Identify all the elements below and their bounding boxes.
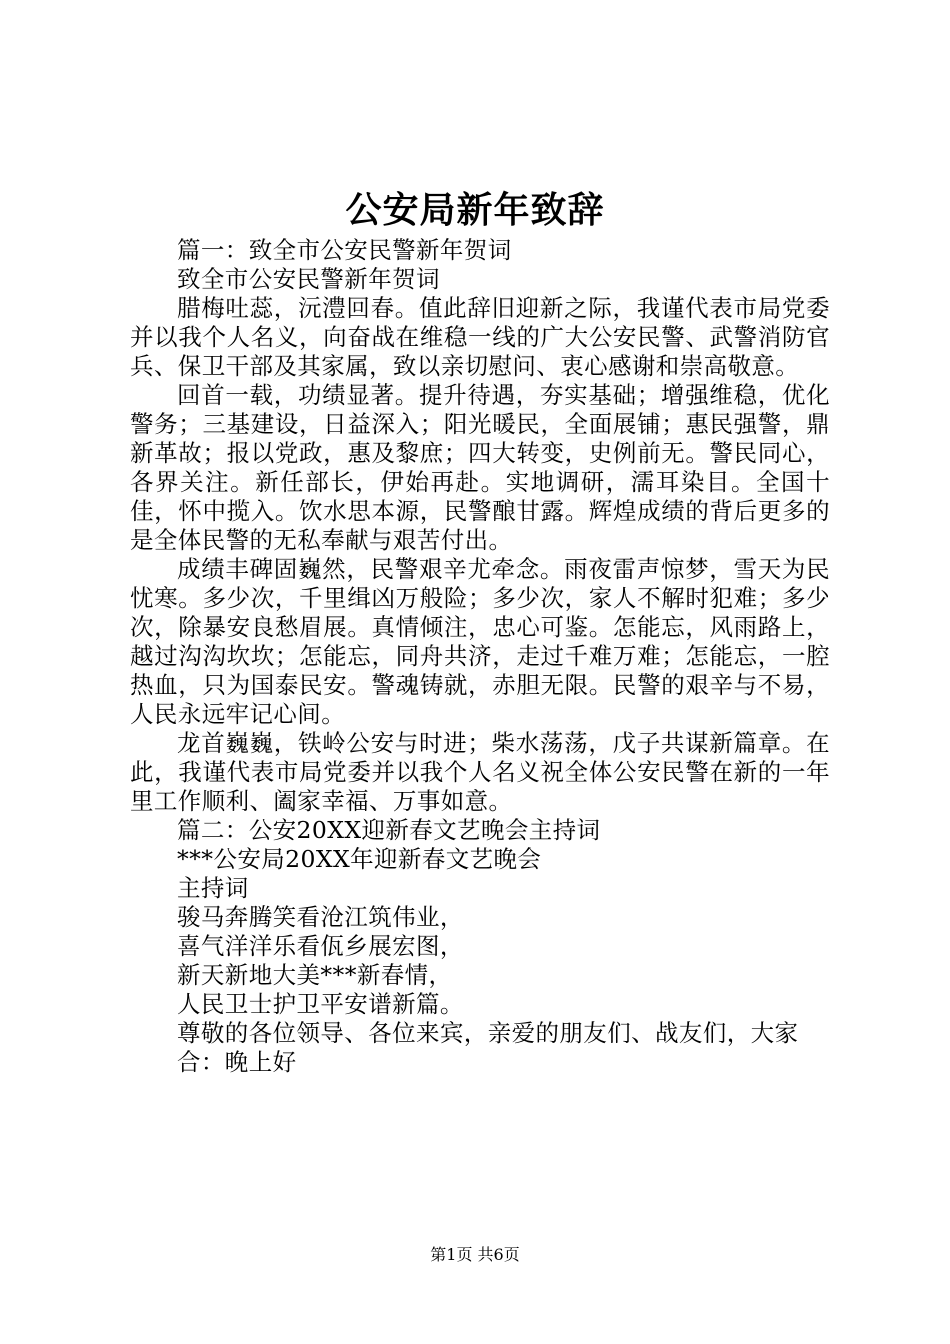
document-title: 公安局新年致辞 — [345, 189, 605, 231]
document-body — [130, 236, 830, 1077]
paragraph: 成绩丰碑固巍然，民警艰辛尤牵念。雨夜雷声惊梦，雪天为民忧寒。多少次，千里缉凶万般险；多少次，家人不解时犯难；多少次，除暴安良愁眉展。真情倾注，忠心可鉴。怎能忘，风雨路上，越过沟沟坎坎；怎能忘，同舟共济，走过千难万难；怎能忘，一腔热血，只为国泰民安。警魂铸就，赤胆无限。民警的艰辛与不易，人民永远牢记心间。 — [130, 555, 830, 728]
verse-line: 骏马奔腾笑看沧江筑伟业， — [177, 903, 464, 931]
paragraph: 尊敬的各位领导、各位来宾，亲爱的朋友们、战友们，大家 — [177, 1019, 799, 1047]
subheading: ***公安局20XX年迎新春文艺晚会 — [177, 845, 542, 873]
paragraph: 合：晚上好 — [177, 1048, 297, 1076]
verse-line: 喜气洋洋乐看佤乡展宏图， — [177, 932, 464, 960]
paragraph: 腊梅吐蕊，沅澧回春。值此辞旧迎新之际，我谨代表市局党委并以我个人名义，向奋战在维稳一线的广大公安民警、武警消防官兵、保卫干部及其家属，致以亲切慰问、衷心感谢和崇高敬意。 — [130, 294, 830, 380]
subheading: 致全市公安民警新年贺词 — [177, 265, 440, 293]
section-heading: 篇一：致全市公安民警新年贺词 — [177, 236, 512, 264]
paragraph: 回首一载，功绩显著。提升待遇，夯实基础；增强维稳，优化警务；三基建设，日益深入；阳光暖民，全面展铺；惠民强警，鼎新革故；报以党政，惠及黎庶；四大转变，史例前无。警民同心，各界关注。新任部长，伊始再赴。实地调研，濡耳染目。全国十佳，怀中揽入。饮水思本源，民警酿甘露。辉煌成绩的背后更多的是全体民警的无私奉献与艰苦付出。 — [130, 381, 830, 554]
page-footer: 第1页 共6页 — [430, 1245, 520, 1264]
paragraph: 龙首巍巍，铁岭公安与时进；柴水荡荡，戊子共谋新篇章。在此，我谨代表市局党委并以我个人名义祝全体公安民警在新的一年里工作顺利、阖家幸福、万事如意。 — [130, 729, 830, 815]
subheading: 主持词 — [177, 874, 249, 902]
verse-line: 人民卫士护卫平安谱新篇。 — [177, 990, 464, 1018]
section-heading: 篇二：公安20XX迎新春文艺晚会主持词 — [177, 816, 601, 844]
verse-line: 新天新地大美***新春情， — [177, 961, 453, 989]
